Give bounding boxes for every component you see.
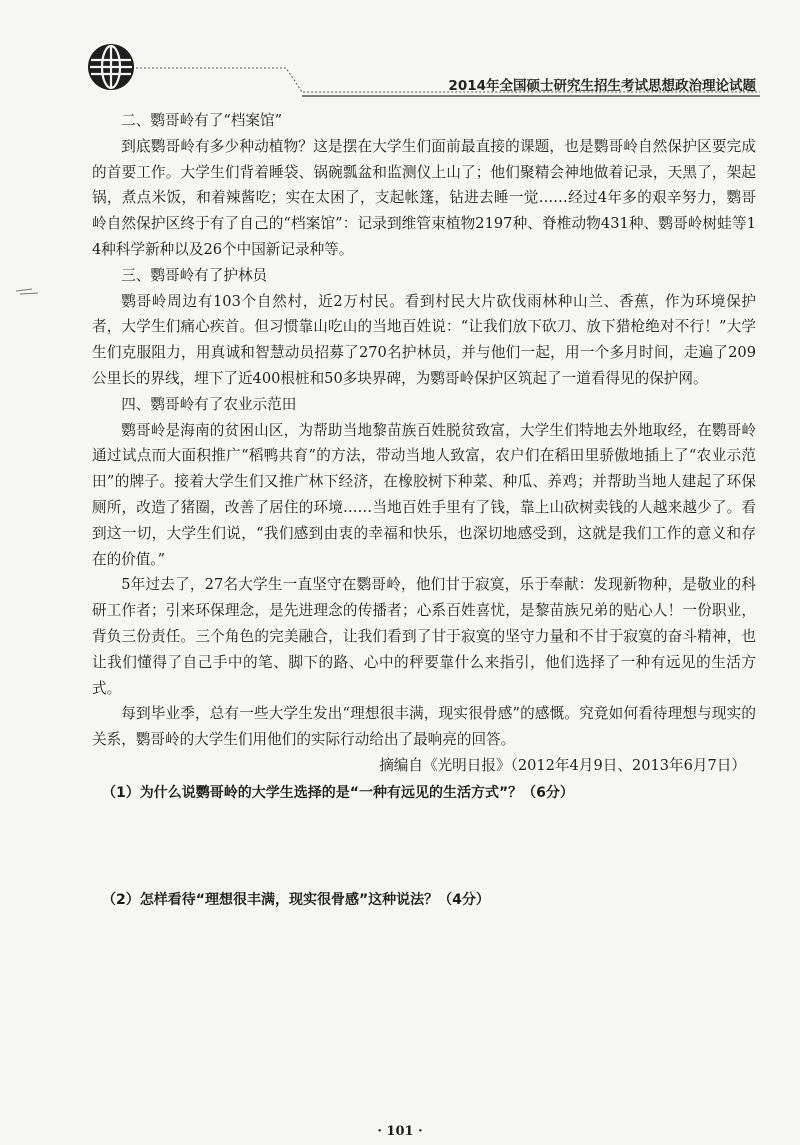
question-1: （1）为什么说鹦哥岭的大学生选择的是“一种有远见的生活方式”？（6分） — [102, 784, 574, 801]
section-heading: 二、鹦哥岭有了“档案馆” — [121, 112, 283, 129]
source-citation: 摘编自《光明日报》（2012年4月9日、2013年6月7日） — [379, 756, 746, 774]
paragraph: 到底鹦哥岭有多少种动植物？这是摆在大学生们面前最直接的课题，也是鹦哥岭自然保护区要完成的首要工作。大学生们背着睡袋、锅碗瓢盆和监测仪上山了；他们聚精会神地做着记录，天黑了，架起锅，煮点米饭，和着辣酱吃；实在太困了，支起帐篷，钻进去睡一觉……经过4年多的艰辛努力，鹦哥岭自然保护区终于有了自己的“档案馆”：记录到维管束植物2197种、脊椎动物431种、鹦哥岭树蛙等14种科学新种以及26个中国新记录种等。 — [92, 137, 756, 258]
page-number: · 101 · — [377, 1124, 423, 1139]
question-2: （2）怎样看待“理想很丰满，现实很骨感”这种说法？（4分） — [102, 892, 490, 908]
paragraph: 每到毕业季，总有一些大学生发出“理想很丰满，现实很骨感”的感慨。究竟如何看待理想与现实的关系，鹦哥岭的大学生们用他们的实际行动给出了最响亮的回答。 — [92, 705, 756, 749]
paragraph: 鹦哥岭是海南的贫困山区，为帮助当地黎苗族百姓脱贫致富，大学生们特地去外地取经，在鹦哥岭通过试点而大面积推广“稻鸭共育”的方法，带动当地人致富，农户们在稻田里骄傲地插上了“农业示范田”的牌子。接着大学生们又推广林下经济，在橡胶树下种菜、种瓜、养鸡；并帮助当地人建起了环保厕所，改造了猪圈，改善了居住的环境……当地百姓手里有了钱，靠上山砍树卖钱的人越来越少了。看到这一切，大学生们说，“我们感到由衷的幸福和快乐，也深切地感受到，这就是我们工作的意义和存在的价值。” — [92, 421, 756, 568]
paragraph: 鹦哥岭周边有103个自然村，近2万村民。看到村民大片砍伐雨林种山兰、香蕉，作为环境保护者，大学生们痛心疾首。但习惯靠山吃山的当地百姓说：“让我们放下砍刀、放下猎枪绝对不行！”大学生们克服阻力，用真诚和智慧动员招募了270名护林员，并与他们一起，用一个多月时间，走遍了209公里长的界线，埋下了近400根桩和50多块界碑，为鹦哥岭保护区筑起了一道看得见的保护网。 — [92, 292, 756, 387]
page-header — [0, 0, 800, 100]
margin-mark — [14, 282, 40, 301]
section-heading: 四、鹦哥岭有了农业示范田 — [121, 395, 297, 413]
section-heading: 三、鹦哥岭有了护林员 — [121, 266, 268, 284]
globe-logo-icon — [88, 44, 134, 90]
header-title: 2014年全国硕士研究生招生考试思想政治理论试题 — [448, 78, 756, 94]
paragraph: 5年过去了，27名大学生一直坚守在鹦哥岭，他们甘于寂寞，乐于奉献：发现新物种，是敬业的科研工作者；引来环保理念，是先进理念的传播者；心系百姓喜忧，是黎苗族兄弟的贴心人！一份职业，背负三份责任。三个角色的完美融合，让我们看到了甘于寂寞的坚守力量和不甘于寂寞的奋斗精神，也让我们懂得了自己手中的笔、脚下的路、心中的秤要靠什么来指引，他们选择了一种有远见的生活方式。 — [92, 576, 756, 697]
article-body — [92, 108, 756, 805]
